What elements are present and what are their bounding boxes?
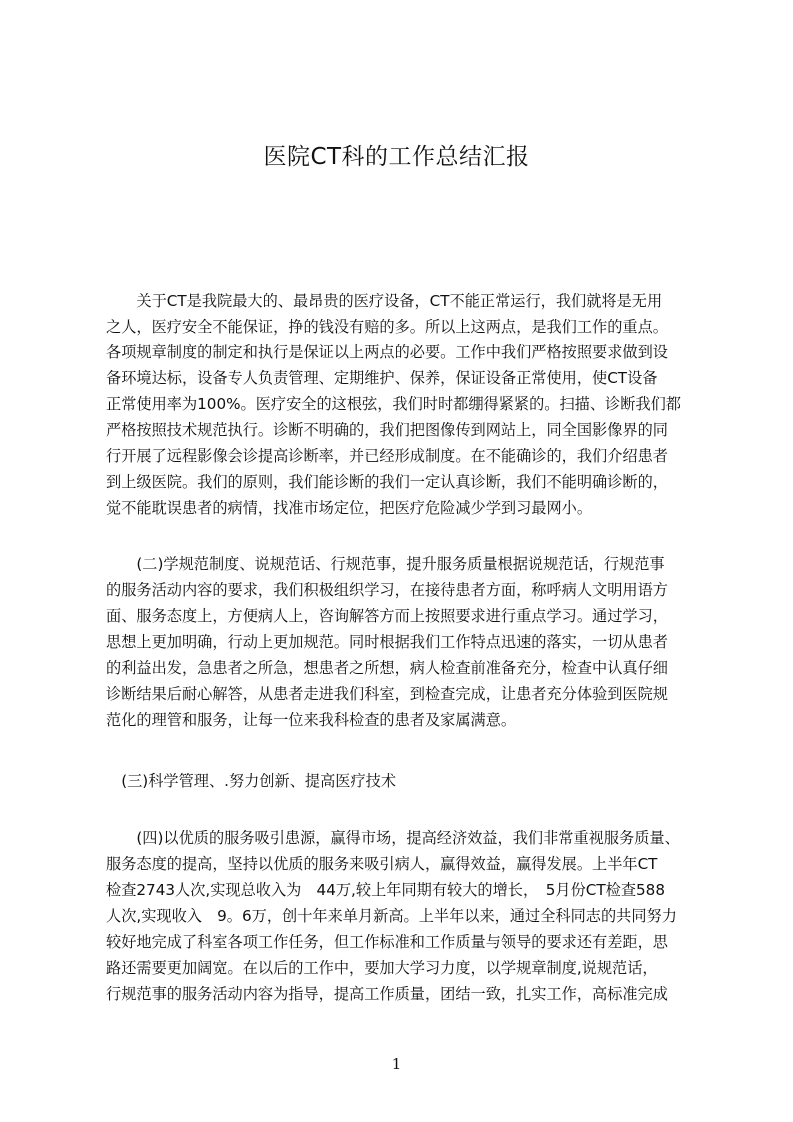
paragraph-2-line: (二)学规范制度、说规范话、行规范事，提升服务质量根据说规范话，行规范事 [106, 555, 665, 573]
paragraph-2-line: 思想上更加明确，行动上更加规范。同时根据我们工作特点迅速的落实，一切从患者 [106, 633, 668, 651]
paragraph-1-line: 正常使用率为100%。医疗安全的这根弦，我们时时都绷得紧紧的。扫描、诊断我们都 [106, 395, 681, 413]
paragraph-2-line: 面、服务态度上，方便病人上，咨询解答方而上按照要求进行重点学习。通过学习， [106, 607, 668, 625]
paragraph-4-line: 服务态度的提高，坚持以优质的服务来吸引病人，赢得效益，赢得发展。上半年CT [106, 855, 658, 873]
paragraph-4-line: (四)以优质的服务吸引患源，赢得市场，提高经济效益，我们非常重视服务质量、 [106, 829, 680, 847]
paragraph-4-line: 路还需要更加阔宽。在以后的工作中，要加大学习力度，以学规章制度,说规范话， [106, 959, 658, 977]
paragraph-4-line: 检查2743人次,实现总收入为 44万,较上年同期有较大的增长， 5月份CT检查588 [106, 881, 666, 899]
paragraph-1-line: 严格按照技术规范执行。诊断不明确的，我们把图像传到网站上，同全国影像界的同 [106, 421, 668, 439]
paragraph-2-line: 范化的理管和服务，让每一位来我科检查的患者及家属满意。 [106, 711, 517, 729]
paragraph-4-line: 行规范事的服务活动内容为指导，提高工作质量，团结一致，扎实工作，高标准完成 [106, 985, 668, 1003]
paragraph-1-line: 觉不能耽误患者的病情，找准市场定位，把医疗危险减少学到习最网小。 [106, 499, 592, 517]
paragraph-1-line: 行开展了远程影像会诊提高诊断率，并已经形成制度。在不能确诊的，我们介绍患者 [106, 447, 668, 465]
paragraph-1-line: 各项规章制度的制定和执行是保证以上两点的必要。工作中我们严格按照要求做到设 [106, 343, 668, 361]
paragraph-1-line: 备环境达标，设备专人负责管理、定期维护、保养，保证设备正常使用，使CT设备 [106, 369, 658, 387]
page-number: 1 [391, 1055, 402, 1073]
paragraph-1-line: 之人，医疗安全不能保证，挣的钱没有赔的多。所以上这两点，是我们工作的重点。 [106, 318, 668, 336]
paragraph-4-line: 人次,实现收入 9。6万，创十年来单月新高。上半年以来，通过全科同志的共同努力 [106, 907, 677, 925]
paragraph-1-line: 到上级医院。我们的原则，我们能诊断的我们一定认真诊断，我们不能明确诊断的， [106, 473, 668, 491]
paragraph-1-line: 关于CT是我院最大的、最昂贵的医疗设备，CT不能正常运行，我们就将是无用 [106, 292, 663, 310]
paragraph-2-line: 的利益出发，急患者之所急，想患者之所想，病人检查前准备充分，检查中认真仔细 [106, 659, 668, 677]
page-title: 医院CT科的工作总结汇报 [263, 144, 530, 170]
paragraph-4-line: 较好地完成了科室各项工作任务，但工作标准和工作质量与领导的要求还有差距，思 [106, 933, 668, 951]
paragraph-3-line: (三)科学管理、.努力创新、提高医疗技术 [106, 772, 397, 790]
paragraph-2-line: 的服务活动内容的要求，我们积极组织学习，在接待患者方面，称呼病人文明用语方 [106, 581, 668, 599]
paragraph-2-line: 诊断结果后耐心解答，从患者走进我们科室，到检查完成，让患者充分体验到医院规 [106, 685, 668, 703]
